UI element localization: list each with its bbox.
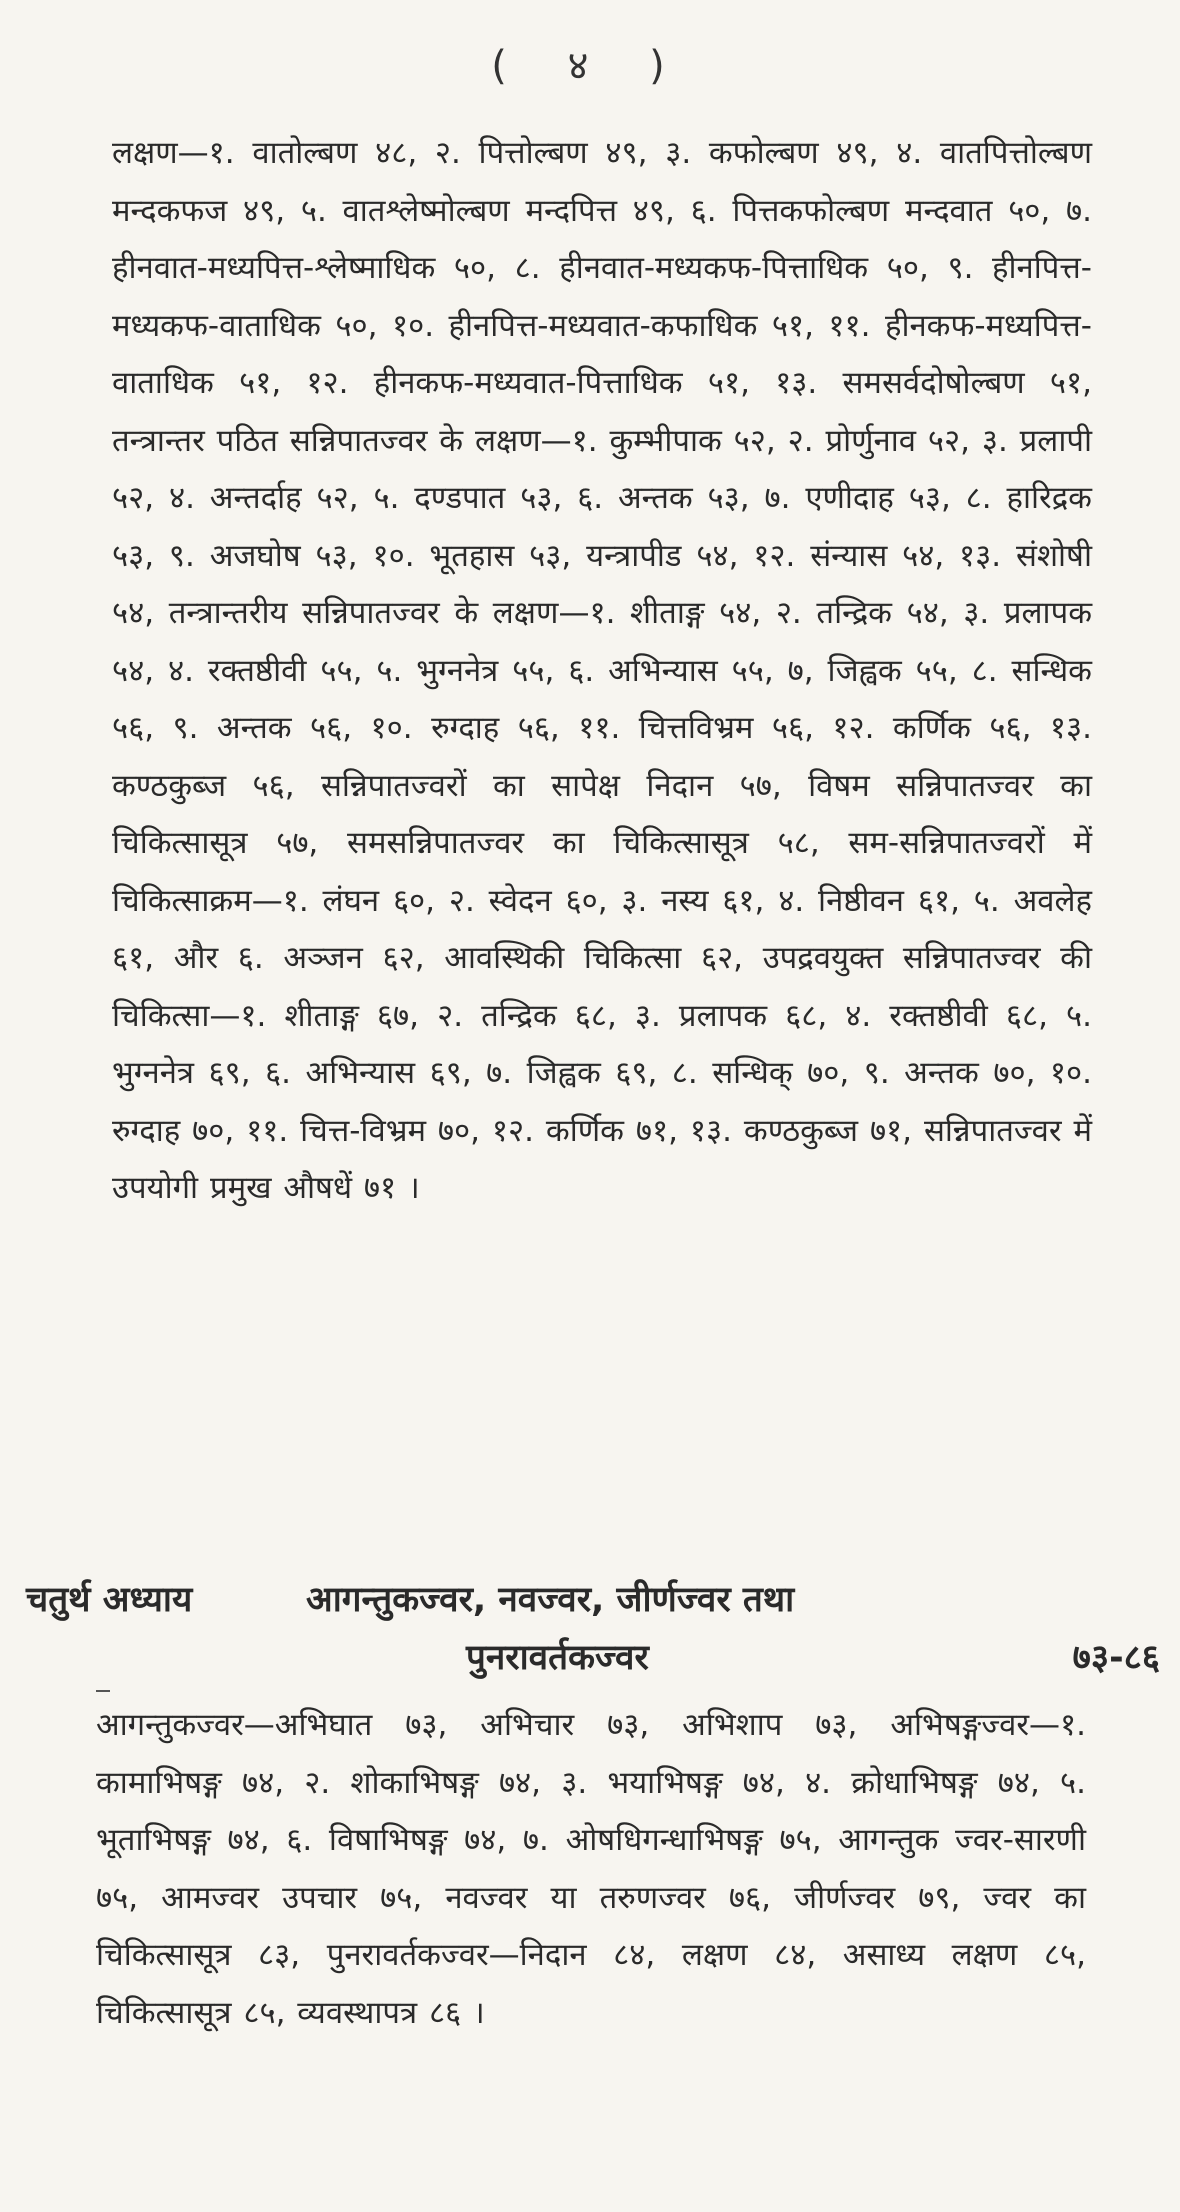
contents-section-bottom: [96, 1697, 1086, 2042]
contents-paragraph-bottom: आगन्तुकज्वर—अभिघात ७३, अभिचार ७३, अभिशाप ७३, अभिषङ्गज्वर—१. कामाभिषङ्ग ७४, २. शोकाभिषङ्ग ७४, ३. भयाभिषङ्ग ७४, ४. क्रोधाभिषङ्ग ७४, ५. भूताभिषङ्ग ७४, ६. विषाभिषङ्ग ७४, ७. ओषधिगन्धाभिषङ्ग ७५, आगन्तुक ज्वर-सारणी ७५, आमज्वर उपचार ७५, नवज्वर या तरुणज्वर ७६, जीर्णज्वर ७९, ज्वर का चिकित्सासूत्र ८३, पुनरावर्तकज्वर—निदान ८४, लक्षण ८४, असाध्य लक्षण ८५, चिकित्सासूत्र ८५, व्यवस्थापत्र ८६ ।: [96, 1707, 1086, 2031]
chapter-title-line1: आगन्तुकज्वर, नवज्वर, जीर्णज्वर तथा: [306, 1580, 795, 1620]
page-number: ( ४ ): [491, 43, 689, 89]
divider-mark: [96, 1690, 110, 1692]
chapter-title-line2: पुनरावर्तकज्वर: [466, 1638, 649, 1678]
chapter-page-range: ७३-८६: [1072, 1638, 1160, 1678]
contents-paragraph-top: लक्षण—१. वातोल्बण ४८, २. पित्तोल्बण ४९, ३. कफोल्बण ४९, ४. वातपित्तोल्बण मन्दकफज ४९, ५. वातश्लेष्मोल्बण मन्दपित्त ४९, ६. पित्तकफोल्बण मन्दवात ५०, ७. हीनवात-मध्यपित्त-श्लेष्माधिक ५०, ८. हीनवात-मध्यकफ-पित्ताधिक ५०, ९. हीनपित्त-मध्यकफ-वाताधिक ५०, १०. हीनपित्त-मध्यवात-कफाधिक ५१, ११. हीनकफ-मध्यपित्त-वाताधिक ५१, १२. हीनकफ-मध्यवात-पित्ताधिक ५१, १३. समसर्वदोषोल्बण ५१, तन्त्रान्तर पठित सन्निपातज्वर के लक्षण—१. कुम्भीपाक ५२, २. प्रोर्णुनाव ५२, ३. प्रलापी ५२, ४. अन्तर्दाह ५२, ५. दण्डपात ५३, ६. अन्तक ५३, ७. एणीदाह ५३, ८. हारिद्रक ५३, ९. अजघोष ५३, १०. भूतहास ५३, यन्त्रापीड ५४, १२. संन्यास ५४, १३. संशोषी ५४, तन्त्रान्तरीय सन्निपातज्वर के लक्षण—१. शीताङ्ग ५४, २. तन्द्रिक ५४, ३. प्रलापक ५४, ४. रक्तष्ठीवी ५५, ५. भुग्ननेत्र ५५, ६. अभिन्यास ५५, ७, जिह्वक ५५, ८. सन्धिक ५६, ९. अन्तक ५६, १०. रुग्दाह ५६, ११. चित्तविभ्रम ५६, १२. कर्णिक ५६, १३. कण्ठकुब्ज ५६, सन्निपातज्वरों का सापेक्ष निदान ५७, विषम सन्निपातज्वर का चिकित्सासूत्र ५७, समसन्निपातज्वर का चिकित्सासूत्र ५८, सम-सन्निपातज्वरों में चिकित्साक्रम—१. लंघन ६०, २. स्वेदन ६०, ३. नस्य ६१, ४. निष्ठीवन ६१, ५. अवलेह ६१, और ६. अञ्जन ६२, आवस्थिकी चिकित्सा ६२, उपद्रवयुक्त सन्निपातज्वर की चिकित्सा—१. शीताङ्ग ६७, २. तन्द्रिक ६८, ३. प्रलापक ६८, ४. रक्तष्ठीवी ६८, ५. भुग्ननेत्र ६९, ६. अभिन्यास ६९, ७. जिह्वक ६९, ८. सन्धिक् ७०, ९. अन्तक ७०, १०. रुग्दाह ७०, ११. चित्त-विभ्रम ७०, १२. कर्णिक ७१, १३. कण्ठकुब्ज ७१, सन्निपातज्वर में उपयोगी प्रमुख औषधें ७१ ।: [112, 135, 1092, 1206]
chapter-label: चतुर्थ अध्याय: [26, 1580, 193, 1620]
chapter-heading: [26, 1572, 1168, 1692]
contents-section-top: [112, 125, 1092, 1218]
